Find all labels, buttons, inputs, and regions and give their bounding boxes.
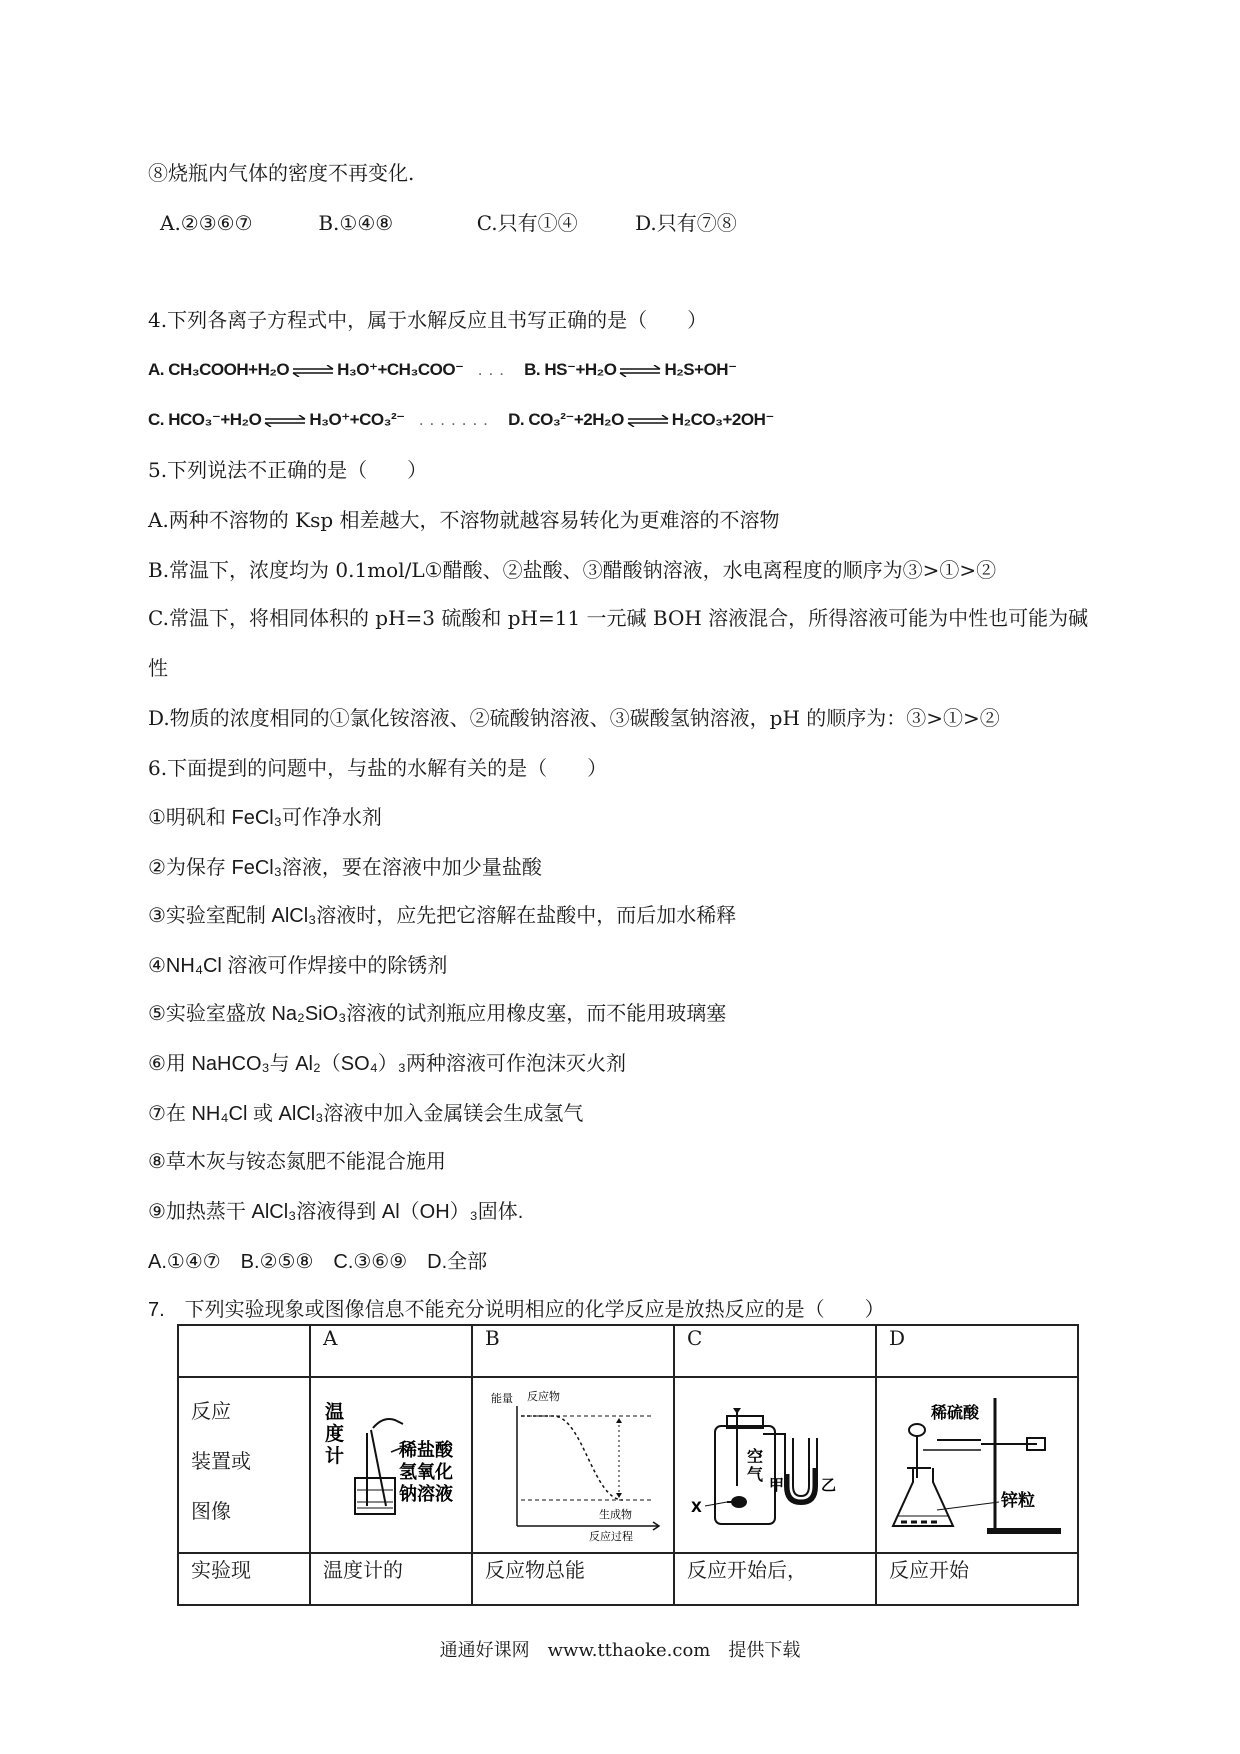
q4-b-lhs: HS⁻+H₂O — [544, 360, 617, 379]
energy-diagram — [473, 1378, 673, 1544]
q6-item: ⑥用 NaHCO₃与 Al₂（SO₄）₃两种溶液可作泡沫灭火剂 — [148, 1053, 626, 1075]
q6-item: ②为保存 FeCl₃溶液，要在溶液中加少量盐酸 — [148, 857, 542, 879]
q4-stem: 4.下列各离子方程式中，属于水解反应且书写正确的是（ ） — [148, 308, 708, 332]
q4-a-rhs: H₃O⁺+CH₃COO⁻ — [337, 360, 464, 379]
fig-a-label: 稀盐酸 — [399, 1440, 453, 1461]
fig-c-x-label: X — [691, 1500, 702, 1516]
q5-option-b: B.常温下，浓度均为 0.1mol/L①醋酸、②盐酸、③醋酸钠溶液，水电离程度的顺序为③>①>② — [148, 558, 997, 582]
q4-d-lhs: CO₃²⁻+2H₂O — [528, 410, 624, 429]
q4-a-lhs: CH₃COOH+H₂O — [168, 360, 290, 379]
table-header-cell: B — [472, 1325, 674, 1377]
fig-a-label: 温 — [325, 1401, 345, 1423]
equilibrium-arrow-icon — [263, 415, 307, 427]
fig-a-label: 计 — [325, 1445, 345, 1467]
table-cell: 实验现 — [178, 1553, 310, 1605]
table-header-row — [178, 1325, 1078, 1377]
figure-b-cell — [472, 1377, 674, 1553]
table-cell: 反应开始 — [876, 1553, 1078, 1605]
q3-option-c: C.只有①④ — [476, 211, 578, 235]
reaction-process-label: 反应过程 — [589, 1530, 633, 1543]
fig-d-acid-label: 稀硫酸 — [931, 1403, 980, 1422]
q6-stem: 6.下面提到的问题中，与盐的水解有关的是（ ） — [148, 756, 608, 780]
fig-c-air-label: 气 — [747, 1465, 764, 1484]
q4-c-rhs: H₃O⁺+CO₃²⁻ — [309, 410, 405, 429]
page-footer: 通通好课网 www.tthaoke.com 提供下载 — [439, 1640, 801, 1661]
q6-item: ④NH₄Cl 溶液可作焊接中的除锈剂 — [148, 955, 448, 977]
q5-option-c-cont: 性 — [148, 656, 168, 680]
q3-option-b: B.①④⑧ — [318, 211, 394, 235]
fig-c-jia-label: 甲 — [769, 1476, 785, 1494]
fig-d-zinc-label: 锌粒 — [1001, 1491, 1035, 1511]
q6-options: A.①④⑦ B.②⑤⑧ C.③⑥⑨ D.全部 — [148, 1251, 488, 1273]
fig-c-air-label: 空 — [747, 1447, 764, 1466]
q4-row-ab — [148, 357, 737, 383]
figure-c-cell — [674, 1377, 876, 1553]
q4-c-label: C. — [148, 410, 164, 429]
equilibrium-arrow-icon — [618, 365, 662, 377]
fig-c-yi-label: 乙 — [821, 1476, 837, 1494]
table-cell: 反应开始后， — [674, 1553, 876, 1605]
row-label-line: 装置或 — [191, 1449, 251, 1473]
q3-option-d: D.只有⑦⑧ — [635, 211, 737, 235]
q6-item: ①明矾和 FeCl₃可作净水剂 — [148, 807, 382, 829]
q4-c-lhs: HCO₃⁻+H₂O — [168, 410, 262, 429]
q3-option-a: A.②③⑥⑦ — [160, 211, 253, 235]
energy-axis-label: 能量 — [491, 1392, 513, 1405]
q5-option-a: A.两种不溶物的 Ksp 相差越大，不溶物就越容易转化为更难溶的不溶物 — [148, 508, 780, 532]
dots: ....... — [418, 410, 494, 429]
q7-stem: 7. 下列实验现象或图像信息不能充分说明相应的化学反应是放热反应的是（ ） — [148, 1299, 885, 1321]
q3-options — [160, 210, 737, 236]
q4-d-label: D. — [508, 410, 525, 429]
q5-stem: 5.下列说法不正确的是（ ） — [148, 458, 428, 482]
row-label — [178, 1377, 310, 1553]
table-cell: 反应物总能 — [472, 1553, 674, 1605]
q4-b-rhs: H₂S+OH⁻ — [664, 360, 737, 379]
q5-option-c: C.常温下，将相同体积的 pH=3 硫酸和 pH=11 一元碱 BOH 溶液混合，所得溶液可能为中性也可能为碱 — [148, 606, 1089, 630]
table-header-cell — [178, 1325, 310, 1377]
product-label: 生成物 — [599, 1508, 632, 1521]
flask-stand-figure — [877, 1378, 1077, 1544]
row-label-line: 反应 — [191, 1399, 231, 1423]
table-row — [178, 1377, 1078, 1553]
table-row — [178, 1553, 1078, 1605]
thermometer-beaker-figure — [311, 1378, 471, 1544]
equilibrium-arrow-icon — [291, 365, 335, 377]
q3-item-8: ⑧烧瓶内气体的密度不再变化. — [148, 161, 415, 185]
q6-item: ⑤实验室盛放 Na₂SiO₃溶液的试剂瓶应用橡皮塞，而不能用玻璃塞 — [148, 1003, 727, 1025]
q4-d-rhs: H₂CO₃+2OH⁻ — [671, 410, 774, 429]
reactant-label: 反应物 — [527, 1390, 560, 1403]
figure-a-cell — [310, 1377, 472, 1553]
q4-b-label: B. — [524, 360, 541, 379]
row-label-line: 图像 — [191, 1499, 231, 1523]
q6-item: ⑨加热蒸干 AlCl₃溶液得到 Al（OH）₃固体. — [148, 1201, 524, 1223]
table-header-cell: C — [674, 1325, 876, 1377]
figure-d-cell — [876, 1377, 1078, 1553]
table-cell: 温度计的 — [310, 1553, 472, 1605]
equilibrium-arrow-icon — [626, 415, 670, 427]
u-tube-flask-figure — [675, 1378, 875, 1544]
table-header-cell: D — [876, 1325, 1078, 1377]
fig-a-label: 钠溶液 — [399, 1484, 453, 1505]
q7-table — [177, 1324, 1079, 1606]
q4-a-label: A. — [148, 360, 164, 379]
q6-item: ⑧草木灰与铵态氮肥不能混合施用 — [148, 1151, 446, 1173]
q5-option-d: D.物质的浓度相同的①氯化铵溶液、②硫酸钠溶液、③碳酸氢钠溶液，pH 的顺序为：③>①>② — [148, 706, 1000, 730]
q6-item: ③实验室配制 AlCl₃溶液时，应先把它溶解在盐酸中，而后加水稀释 — [148, 905, 737, 927]
dots: ... — [477, 360, 510, 379]
q6-item: ⑦在 NH₄Cl 或 AlCl₃溶液中加入金属镁会生成氢气 — [148, 1103, 584, 1125]
q4-row-cd — [148, 407, 774, 433]
fig-a-label: 氢氧化 — [399, 1462, 453, 1483]
table-header-cell: A — [310, 1325, 472, 1377]
fig-a-label: 度 — [325, 1423, 345, 1445]
